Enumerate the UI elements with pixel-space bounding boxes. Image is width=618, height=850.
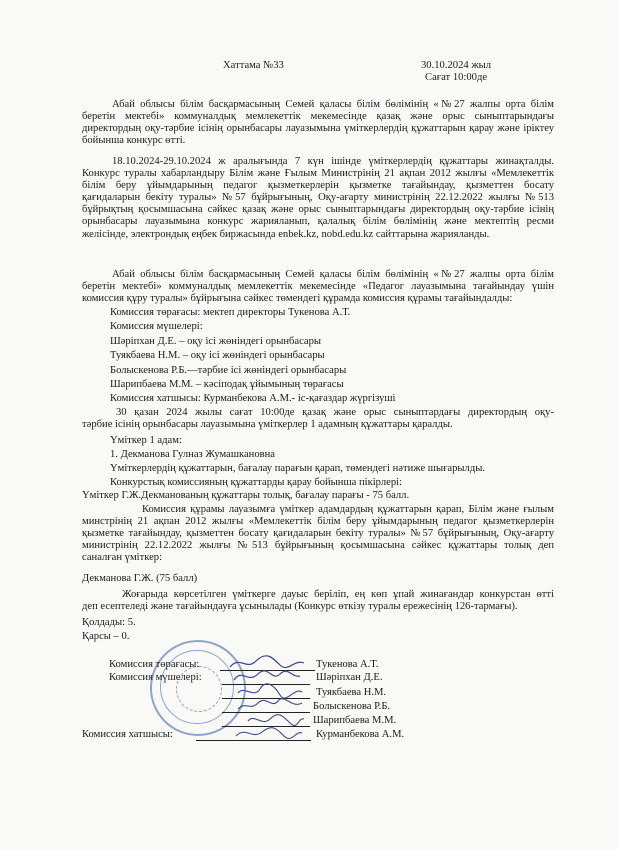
- votes-against: Қарсы – 0.: [82, 631, 130, 642]
- intro-line: беретін мектебі» коммуналдық мемлекеттік мекемесінде қазақ және орыс сыныптарындағы: [82, 111, 554, 123]
- candidate-entry: 1. Декманова Гулназ Жумашкановна: [110, 449, 276, 460]
- review-line: тәрбие ісінің орынбасары лауазымына үміткерлер 1 адамның құжаттары қаралды.: [82, 419, 453, 431]
- announcement-line: қағидаларын бекіту туралы» №57 бұйрығының, Оқу-ағарту министрінің 22.12.2022 жылғы №513: [82, 192, 554, 204]
- commission-member: Туякбаева Н.М. – оқу ісі жөніндегі орынбасары: [110, 350, 325, 361]
- decision-line: минстрінің 21 ақпан 2012 жылғы «Мемлекеттік білім беру ұйымдарының педагог қызметкерлерін: [82, 516, 554, 528]
- announcement-line: орынбасары лауазымына конкурс жарияланып, қалалық білім бөлімінің және мектептің ресми: [82, 216, 554, 228]
- commission-order-line: Абай облысы білім басқармасының Семей қаласы білім бөлімінің «№27 жалпы орта білім: [112, 269, 554, 280]
- signature-member-name: Шәріпхан Д.Е.: [316, 672, 383, 683]
- announcement-line: білім беру ұйымдарының педагог қызметкерлерін қызметке тағайындау, қызметтен босату: [82, 180, 554, 192]
- decision-line: саналған үміткер:: [82, 552, 163, 564]
- decision-line: қызметке тағайындау, қызметтен босату қағидаларын бекіту туралы» №57 бұйрығының, Оқу-ағарту: [82, 528, 554, 540]
- handwritten-signature: [234, 724, 304, 742]
- signature-secretary-label: Комиссия хатшысы:: [82, 729, 173, 740]
- opinion-line: Үміткер Г.Ж.Декманованың құжаттары толық, бағалау парағы - 75 балл.: [82, 490, 410, 501]
- commission-member: Болыскенова Р.Б.—тәрбие ісі жөніндегі орынбасары: [110, 365, 347, 376]
- commission-order-paragraph: [82, 269, 554, 305]
- commission-member: Шәріпхан Д.Е. – оқу ісі жөніндегі орынбасары: [110, 336, 322, 347]
- vote-line: деп есептеледі және тағайындауға ұсынылады (Конкурс өткізу туралы ережесінің 126-тармағы).: [82, 601, 518, 613]
- score-line: Декманова Г.Ж. (75 балл): [82, 573, 198, 584]
- commission-order-line: беретін мектебі» коммуналдық мемлекеттік мекемесінде «Педагог лауазымына тағайындау үшін: [82, 281, 554, 293]
- vote-line: Жоғарыда көрсетілген үміткерге дауыс берілiп, ең көп ұпай жинағандар конкурстан өтті: [122, 589, 554, 600]
- review-result-line: Үміткерлердің құжаттарын, бағалау парағын қарап, төмендегі нәтиже шығарылды.: [110, 463, 485, 474]
- signature-member-name: Туякбаева Н.М.: [316, 687, 387, 698]
- intro-paragraph: [82, 99, 554, 147]
- opinion-heading: Конкурстық комиссияның құжаттарды қарау бойынша пікірлері:: [110, 477, 402, 488]
- protocol-date: 30.10.2024 жыл: [421, 60, 492, 71]
- candidates-count: Үміткер 1 адам:: [110, 435, 182, 446]
- commission-chair-line: Комиссия төрағасы: мектеп директоры Тукенова А.Т.: [110, 307, 351, 318]
- protocol-title: Хаттама №33: [223, 60, 284, 71]
- intro-line: бойынша конкурс өтті.: [82, 135, 186, 147]
- decision-paragraph: [82, 504, 554, 564]
- intro-line: Абай облысы білім басқармасының Семей қаласы білім бөлімінің «№27 жалпы орта білім: [112, 99, 554, 110]
- announcement-paragraph: [82, 156, 554, 241]
- commission-members-heading: Комиссия мүшелері:: [110, 321, 203, 332]
- votes-for: Қолдады: 5.: [82, 617, 136, 628]
- signature-member-name: Шарипбаева М.М.: [313, 715, 397, 726]
- vote-paragraph: [82, 589, 554, 613]
- signature-chair-label: Комиссия төрағасы:: [109, 659, 200, 670]
- announcement-line: Конкурс туралы хабарландыру Білім және Ғылым Министрінің 21 ақпан 2012 жылғы «Мемлекеттік: [82, 168, 554, 180]
- protocol-time: Сағат 10:00де: [425, 72, 488, 83]
- review-paragraph: [82, 407, 554, 431]
- commission-order-line: комиссия құру туралы» бұйрығына сәйкес төмендегі құрамда комиссия құрамы тағайындалды:: [82, 293, 513, 305]
- intro-line: директордың оқу-тәрбие ісінің орынбасары лауазымына үміткерлердің құжаттарын қарау және іріктеу: [82, 123, 554, 135]
- signature-member-name: Болыскенова Р.Б.: [313, 701, 391, 712]
- decision-line: Комиссия құрамы лауазымға үміткер адамдардың құжаттарын қарап, Білім және ғылым: [142, 504, 554, 515]
- announcement-line: бұйрықтың қосымшасына сәйкес қазақ және орыс сыныптарындағы директордың оқу-тәрбие ісінің: [82, 204, 554, 216]
- commission-member: Шарипбаева М.М. – кәсіподақ ұйымының төрағасы: [110, 379, 344, 390]
- announcement-line: 18.10.2024-29.10.2024 ж аралығында 7 күн ішінде үміткерлердің құжаттары жинақталды.: [112, 156, 554, 167]
- commission-secretary-line: Комиссия хатшысы: Курманбекова А.М.- іс-қағаздар жүргізуші: [110, 393, 396, 404]
- signature-chair-name: Тукенова А.Т.: [316, 659, 379, 670]
- decision-line: министрінің 22.12.2022 жылғы №513 бұйрығының қосымшасына сәйкес құжаттары толық деп: [82, 540, 554, 552]
- announcement-line: желісінде, электрондық еңбек биржасында enbek.kz, nobd.edu.kz сайттарына жарияланды.: [82, 228, 490, 240]
- signature-members-label: Комиссия мүшелері:: [109, 672, 202, 683]
- review-line: 30 қазан 2024 жылы сағат 10:00де қазақ және орыс сыныптардағы директордың оқу-: [116, 407, 554, 418]
- signature-secretary-name: Курманбекова А.М.: [316, 729, 405, 740]
